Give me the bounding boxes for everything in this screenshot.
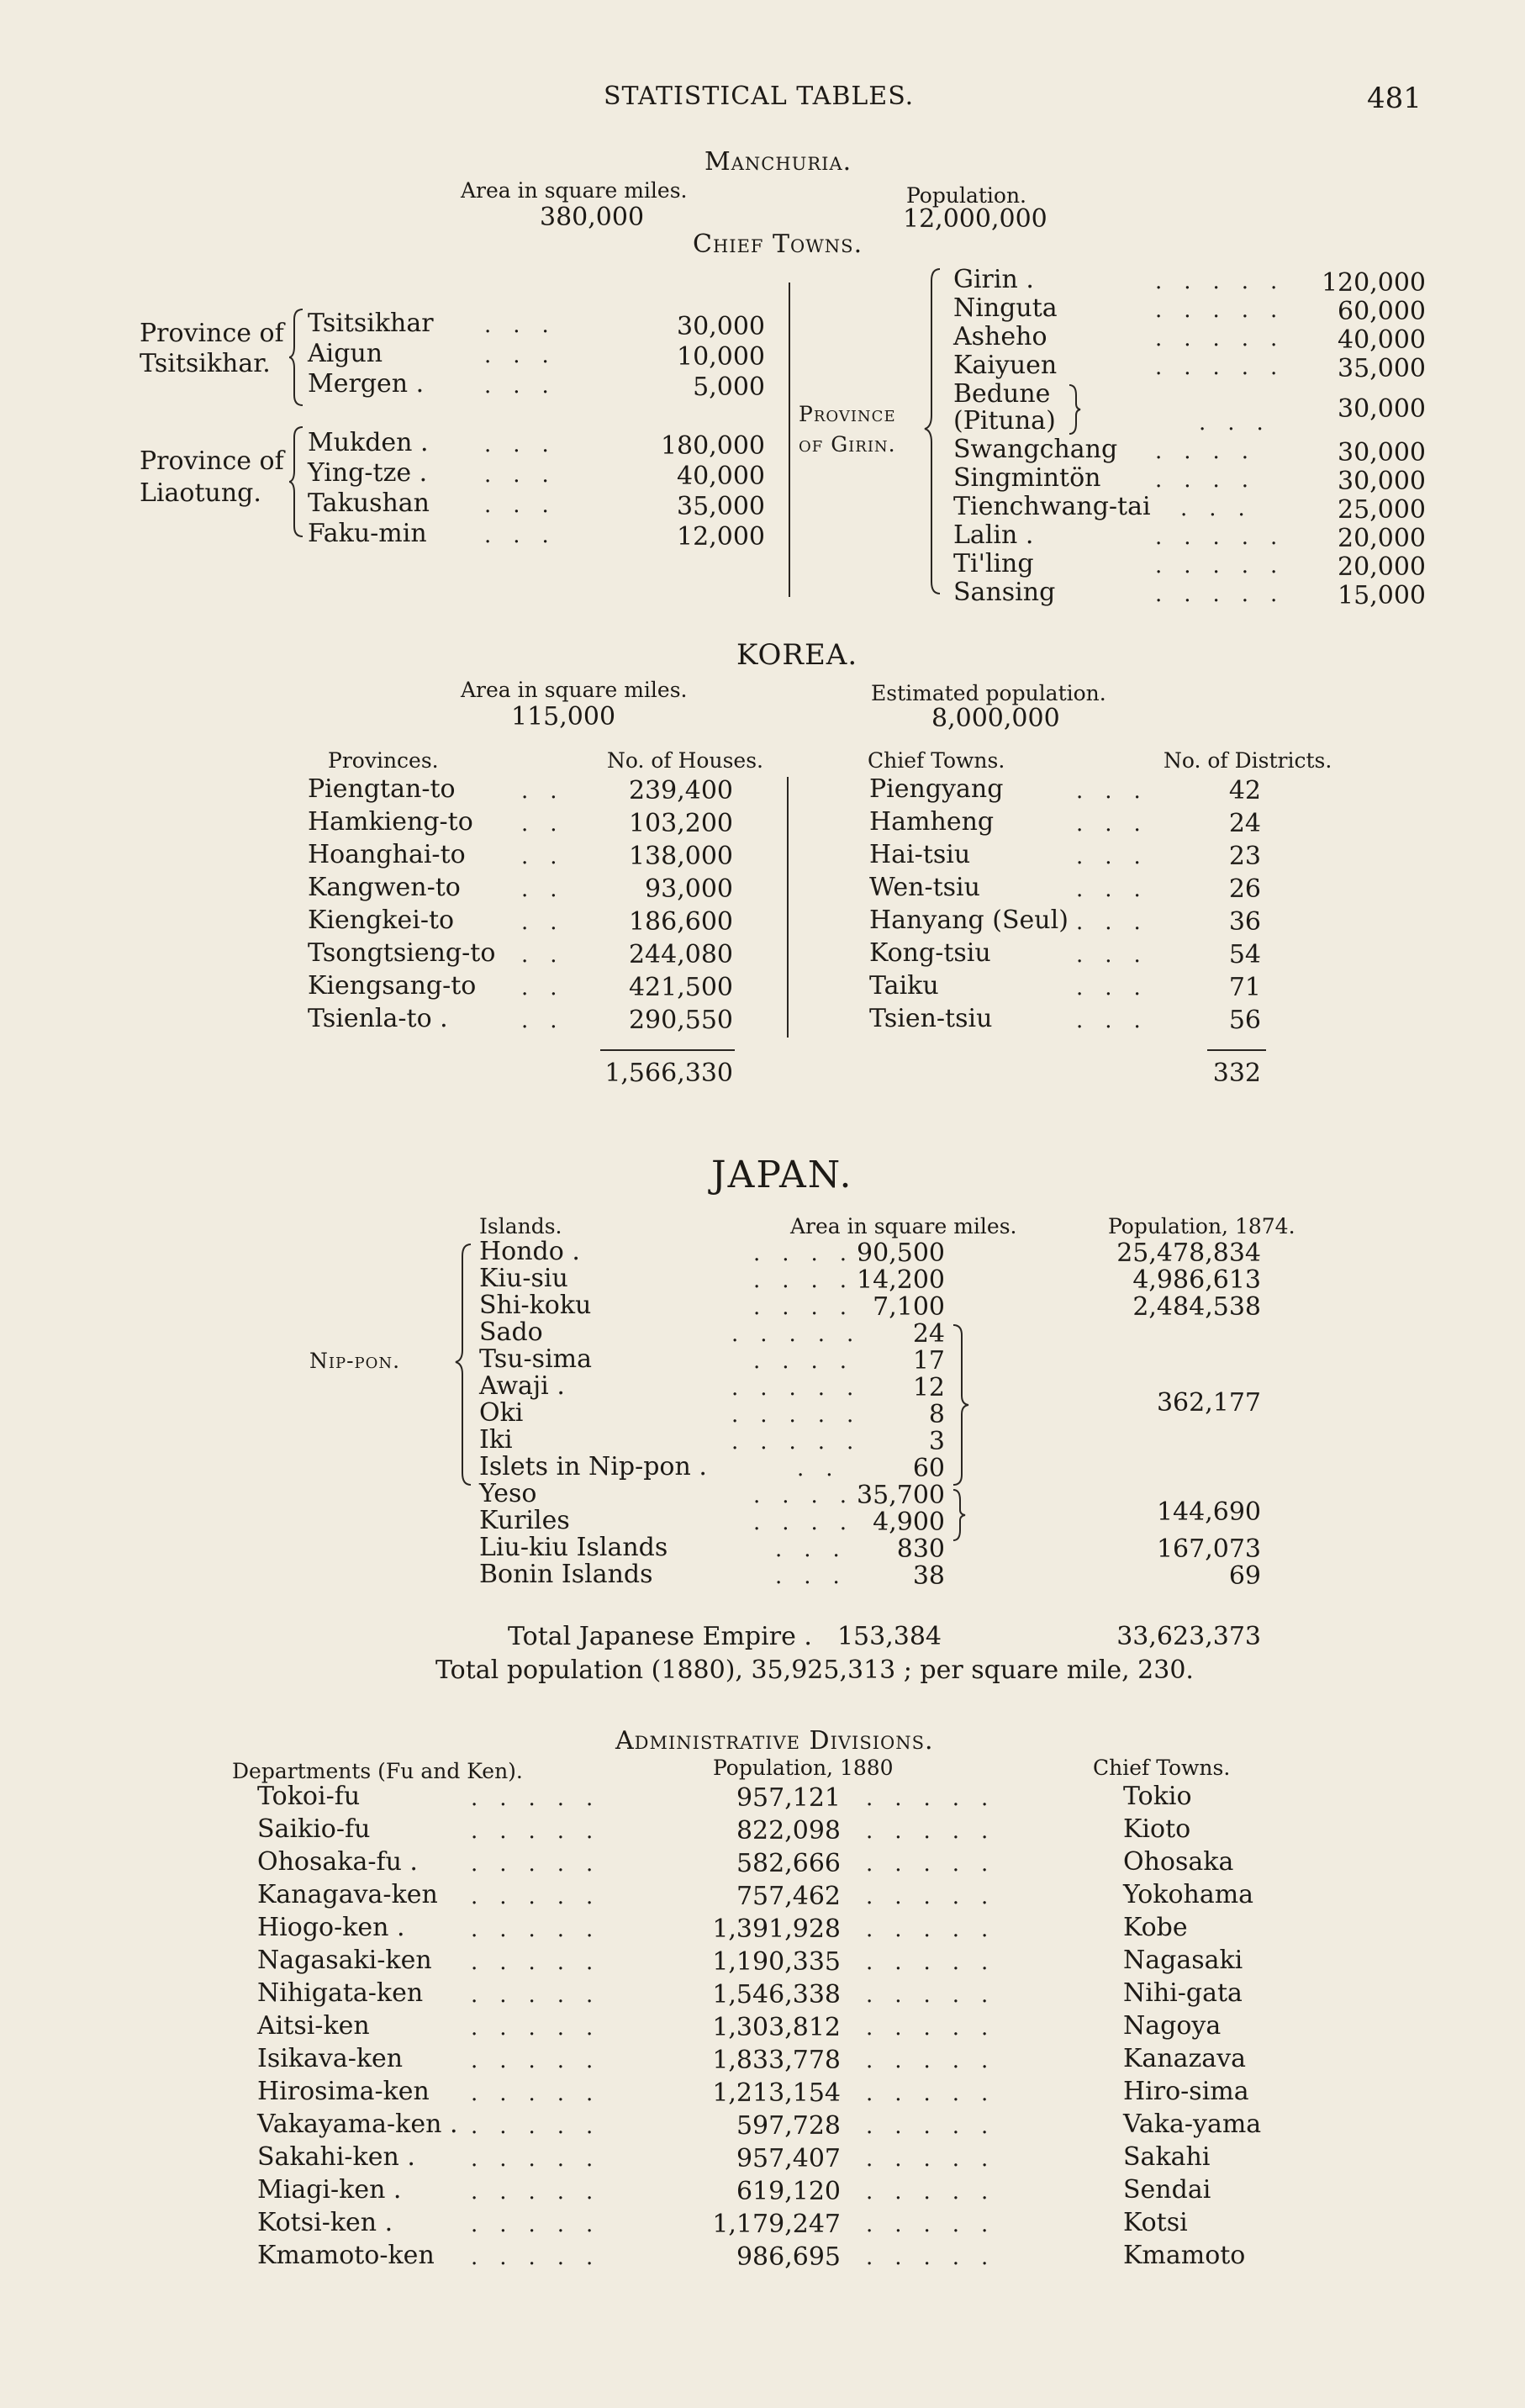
department-population: 1,179,247 [712,2210,841,2239]
leader-dots: ..... [471,2081,615,2106]
district-count: 71 [1228,973,1261,1002]
department-population: 1,190,335 [712,1947,841,1977]
district-count: 54 [1228,940,1261,969]
department-population: 1,391,928 [712,1914,841,1944]
town-name: Tsitsikhar [308,309,434,338]
chief-town: Piengyang [869,774,1004,804]
girin-province-line2: of Girin. [799,432,896,457]
leader-dots: ..... [866,2015,1011,2041]
province-name: Hoanghai-to [308,840,466,869]
girin-brace [923,267,943,595]
leader-dots: ... [484,313,571,338]
department-name: Vakayama-ken . [257,2110,458,2139]
town-name: Lalin . [953,520,1034,550]
department-population: 757,462 [736,1882,841,1911]
town-name: Takushan [308,488,430,518]
house-count: 290,550 [628,1006,733,1035]
manchuria-title: Manchuria. [704,147,852,177]
town-name: Bedune [953,379,1051,409]
department-name: Sakahi-ken . [257,2142,415,2172]
leader-dots: ..... [471,2048,615,2073]
japan-title: JAPAN. [711,1154,853,1196]
town-name: Faku-min [308,519,427,548]
island-area: 14,200 [857,1265,945,1295]
leader-dots: ..... [471,1819,615,1844]
town-name: Mukden . [308,428,429,457]
island-area: 830 [896,1534,945,1564]
house-count: 186,600 [628,907,733,937]
town-population: 40,000 [677,462,765,491]
korea-total-houses: 1,566,330 [604,1059,733,1088]
island-area: 12 [912,1373,945,1402]
liaotung-brace [289,425,306,538]
town-name: Aigun [308,339,383,368]
island-name: Hondo . [479,1237,580,1266]
province-name: Kiengsang-to [308,971,477,1001]
leader-dots: ..... [866,1983,1011,2008]
admin-header-departments: Departments (Fu and Ken). [232,1759,523,1783]
department-population: 619,120 [736,2177,841,2206]
leader-dots: ..... [471,2245,615,2270]
district-count: 24 [1228,809,1261,838]
town-name: Ying-tze . [308,458,428,488]
province-name: Kangwen-to [308,873,461,902]
leader-dots: ..... [1155,298,1300,323]
page-number: 481 [1367,82,1422,115]
island-name: Shi-koku [479,1291,592,1320]
town-population: 180,000 [660,431,765,461]
chief-town: Kong-tsiu [869,938,991,968]
small-islands-population: 362,177 [1156,1388,1261,1418]
town-name: Sansing [953,578,1056,607]
leader-dots: ..... [866,1786,1011,1811]
department-population: 1,213,154 [712,2078,841,2108]
leader-dots: ..... [866,2212,1011,2237]
north-islands-population: 144,690 [1156,1497,1261,1527]
tsitsikhar-province-line2: Tsitsikhar. [140,349,271,378]
column-divider [789,283,790,597]
chief-town: Sendai [1123,2175,1211,2205]
chief-town: Kanazava [1123,2044,1247,2073]
island-name: Iki [479,1425,513,1455]
house-count: 244,080 [628,940,733,969]
town-name: Mergen . [308,369,425,399]
department-name: Isikava-ken [257,2044,404,2073]
leader-dots: ..... [866,1819,1011,1844]
department-population: 822,098 [736,1816,841,1846]
island-name: Tsu-sima [479,1344,593,1374]
admin-header-population: Population, 1880 [713,1756,894,1780]
chief-town: Nagasaki [1123,1946,1243,1975]
leader-dots: ..... [731,1376,876,1401]
japan-header-islands: Islands. [479,1214,562,1238]
house-count: 421,500 [628,973,733,1002]
korea-population-label: Estimated population. [871,681,1106,705]
leader-dots: ..... [471,2179,615,2205]
town-population: 30,000 [1338,394,1426,424]
leader-dots: ... [1199,410,1285,436]
district-count: 23 [1228,842,1261,871]
korea-header-districts: No. of Districts. [1164,748,1332,773]
north-islands-brace [952,1488,967,1542]
island-name: Bonin Islands [479,1560,653,1589]
leader-dots: ..... [866,2048,1011,2073]
leader-dots: ... [484,462,571,488]
house-count: 93,000 [645,874,733,904]
tsitsikhar-province-line1: Province of [140,319,284,348]
island-area: 38 [912,1561,945,1591]
chief-town: Vaka-yama [1123,2110,1262,2139]
island-population: 167,073 [1156,1534,1261,1564]
nippon-brace [454,1243,474,1487]
department-name: Kotsi-ken . [257,2208,393,2237]
leader-dots: .. [797,1456,855,1481]
leader-dots: ..... [866,1917,1011,1942]
district-count: 42 [1228,776,1261,805]
liaotung-province-line2: Liaotung. [140,478,261,508]
island-name: Awaji . [479,1371,565,1401]
leader-dots: .. [521,811,579,837]
leader-dots: .... [1155,467,1271,493]
leader-dots: .... [753,1483,869,1508]
leader-dots: ... [484,493,571,518]
chief-town: Kobe [1123,1913,1188,1942]
island-name: Kiu-siu [479,1264,568,1293]
leader-dots: ... [775,1564,862,1589]
running-head-title: STATISTICAL TABLES. [604,82,915,111]
province-name: Tsienla-to . [308,1004,448,1033]
house-count: 138,000 [628,842,733,871]
korea-total-districts: 332 [1212,1059,1261,1088]
island-name: Yeso [479,1479,537,1508]
chief-town: Hanyang (Seul) [869,906,1069,935]
town-name: Tienchwang-tai [953,492,1151,521]
department-population: 986,695 [736,2242,841,2272]
manchuria-population-label: Population. [906,183,1027,208]
chief-town: Tokio [1123,1782,1192,1811]
korea-title: KOREA. [736,638,858,672]
chief-town: Kotsi [1123,2208,1188,2237]
korea-area-label: Area in square miles. [461,678,688,702]
leader-dots: .... [753,1510,869,1535]
island-area: 3 [928,1427,945,1456]
town-population: 20,000 [1338,552,1426,582]
chief-towns-title: Chief Towns. [693,230,863,259]
leader-dots: ... [1076,910,1163,935]
leader-dots: ... [1076,877,1163,902]
leader-dots: ... [775,1537,862,1562]
japan-total-population: 33,623,373 [1116,1622,1261,1651]
leader-dots: ..... [471,2147,615,2172]
korea-area-value: 115,000 [511,702,616,731]
district-count: 36 [1228,907,1261,937]
town-name: Asheho [953,322,1047,351]
town-population: 5,000 [693,372,765,402]
leader-dots: ..... [866,2245,1011,2270]
leader-dots: ... [484,373,571,399]
town-population: 20,000 [1338,524,1426,553]
province-name: Kiengkei-to [308,906,455,935]
island-name: Kuriles [479,1506,570,1535]
leader-dots: ... [1076,779,1163,804]
leader-dots: ..... [1155,582,1300,607]
chief-town: Sakahi [1123,2142,1211,2172]
department-population: 1,303,812 [712,2013,841,2042]
chief-town: Nagoya [1123,2011,1222,2041]
leader-dots: ... [1076,844,1163,869]
leader-dots: .... [1155,439,1271,464]
chief-town: Hai-tsiu [869,840,971,869]
island-population: 4,986,613 [1132,1265,1261,1295]
leader-dots: ..... [471,2212,615,2237]
town-name: Kaiyuen [953,351,1058,380]
house-count: 239,400 [628,776,733,805]
japan-total-1880: Total population (1880), 35,925,313 ; per square mile, 230. [435,1656,1194,1685]
department-name: Ohosaka-fu . [257,1847,418,1877]
island-area: 17 [912,1346,945,1376]
leader-dots: ..... [1155,326,1300,351]
chief-town: Nihi-gata [1123,1978,1243,2008]
small-islands-brace [952,1323,970,1487]
island-population: 2,484,538 [1132,1292,1261,1322]
department-name: Miagi-ken . [257,2175,402,2205]
island-name: Oki [479,1398,524,1428]
leader-dots: .. [521,877,579,902]
leader-dots: ..... [1155,525,1300,550]
department-name: Hirosima-ken [257,2077,430,2106]
leader-dots: ..... [471,1983,615,2008]
department-name: Hiogo-ken . [257,1913,405,1942]
leader-dots: .... [753,1349,869,1374]
leader-dots: ..... [1155,355,1300,380]
korea-header-towns: Chief Towns. [868,748,1005,773]
column-divider [787,777,789,1038]
admin-header-towns: Chief Towns. [1093,1756,1231,1780]
japan-header-population: Population, 1874. [1108,1214,1295,1238]
leader-dots: ... [484,523,571,548]
town-population: 10,000 [677,342,765,372]
town-population: 120,000 [1321,268,1426,298]
leader-dots: ... [484,343,571,368]
japan-total-label: Total Japanese Empire . [508,1622,812,1651]
island-name: Islets in Nip-pon . [479,1452,707,1481]
town-population: 12,000 [677,522,765,552]
leader-dots: ... [484,432,571,457]
island-name: Sado [479,1318,543,1347]
town-population: 30,000 [1338,438,1426,467]
total-rule [600,1049,735,1051]
department-population: 582,666 [736,1849,841,1878]
island-area: 24 [912,1319,945,1349]
leader-dots: ..... [471,2114,615,2139]
town-population: 60,000 [1338,297,1426,326]
island-area: 35,700 [857,1481,945,1510]
island-area: 60 [912,1454,945,1483]
leader-dots: .... [753,1295,869,1320]
department-name: Aitsi-ken [257,2011,370,2041]
leader-dots: ..... [471,1851,615,1877]
province-name: Piengtan-to [308,774,456,804]
department-name: Saikio-fu [257,1814,371,1844]
leader-dots: ..... [866,1884,1011,1909]
island-population: 69 [1228,1561,1261,1591]
leader-dots: ..... [471,1917,615,1942]
island-area: 90,500 [857,1238,945,1268]
leader-dots: .. [521,975,579,1001]
department-population: 957,121 [736,1783,841,1813]
leader-dots: .. [521,943,579,968]
leader-dots: .. [521,1008,579,1033]
leader-dots: ..... [866,1851,1011,1877]
japan-header-area: Area in square miles. [790,1214,1017,1238]
department-name: Kmamoto-ken [257,2241,435,2270]
town-population: 25,000 [1338,495,1426,525]
town-population: 35,000 [1338,354,1426,383]
chief-town: Hiro-sima [1123,2077,1249,2106]
leader-dots: ..... [471,1950,615,1975]
island-name: Liu-kiu Islands [479,1533,668,1562]
leader-dots: ..... [471,1786,615,1811]
department-name: Nagasaki-ken [257,1946,432,1975]
department-population: 1,546,338 [712,1980,841,2009]
leader-dots: ... [1076,1008,1163,1033]
province-name: Hamkieng-to [308,807,473,837]
korea-population-value: 8,000,000 [931,704,1060,733]
leader-dots: .... [753,1241,869,1266]
leader-dots: ..... [866,1950,1011,1975]
town-name: (Pituna) [953,406,1056,436]
leader-dots: ..... [731,1402,876,1428]
house-count: 103,200 [628,809,733,838]
province-name: Tsongtsieng-to [308,938,496,968]
town-population: 15,000 [1338,581,1426,610]
district-count: 56 [1228,1006,1261,1035]
leader-dots: ..... [1155,553,1300,578]
leader-dots: ... [1180,496,1267,521]
tsitsikhar-brace [289,308,306,407]
korea-header-houses: No. of Houses. [607,748,763,773]
leader-dots: .... [753,1268,869,1293]
bedune-pituna-brace [1068,383,1081,436]
chief-town: Hamheng [869,807,995,837]
town-population: 30,000 [1338,467,1426,496]
girin-province-line1: Province [799,402,896,426]
town-population: 40,000 [1338,325,1426,355]
leader-dots: ... [1076,975,1163,1001]
district-count: 26 [1228,874,1261,904]
leader-dots: ..... [471,2015,615,2041]
korea-header-provinces: Provinces. [328,748,439,773]
town-population: 30,000 [677,312,765,341]
leader-dots: ... [1076,943,1163,968]
leader-dots: ..... [1155,269,1300,294]
town-name: Girin . [953,265,1034,294]
chief-town: Wen-tsiu [869,873,980,902]
leader-dots: ..... [866,2114,1011,2139]
chief-town: Kioto [1123,1814,1191,1844]
leader-dots: .. [521,779,579,804]
department-name: Tokoi-fu [257,1782,361,1811]
department-population: 597,728 [736,2111,841,2141]
manchuria-area-label: Area in square miles. [461,178,688,203]
nippon-label: Nip-pon. [309,1349,401,1373]
department-population: 1,833,778 [712,2046,841,2075]
total-rule [1207,1049,1266,1051]
manchuria-area-value: 380,000 [540,203,645,232]
island-area: 7,100 [873,1292,945,1322]
town-name: Ninguta [953,293,1058,323]
town-population: 35,000 [677,492,765,521]
liaotung-province-line1: Province of [140,446,284,476]
leader-dots: ..... [866,2147,1011,2172]
chief-town: Tsien-tsiu [869,1004,993,1033]
admin-title: Administrative Divisions. [615,1726,934,1756]
leader-dots: ..... [731,1429,876,1455]
chief-town: Ohosaka [1123,1847,1234,1877]
chief-town: Kmamoto [1123,2241,1246,2270]
leader-dots: ..... [866,2179,1011,2205]
leader-dots: .. [521,910,579,935]
island-area: 8 [928,1400,945,1429]
department-population: 957,407 [736,2144,841,2173]
leader-dots: ... [1076,811,1163,837]
leader-dots: ..... [866,2081,1011,2106]
manchuria-population-value: 12,000,000 [903,204,1047,234]
island-population: 25,478,834 [1116,1238,1261,1268]
japan-total-area: 153,384 [836,1622,942,1651]
department-name: Kanagava-ken [257,1880,438,1909]
town-name: Ti'ling [953,549,1034,578]
leader-dots: .. [521,844,579,869]
leader-dots: ..... [471,1884,615,1909]
town-name: Swangchang [953,435,1118,464]
chief-town: Yokohama [1123,1880,1254,1909]
department-name: Nihigata-ken [257,1978,424,2008]
leader-dots: ..... [731,1322,876,1347]
chief-town: Taiku [869,971,939,1001]
island-area: 4,900 [873,1508,945,1537]
town-name: Singmintön [953,463,1101,493]
